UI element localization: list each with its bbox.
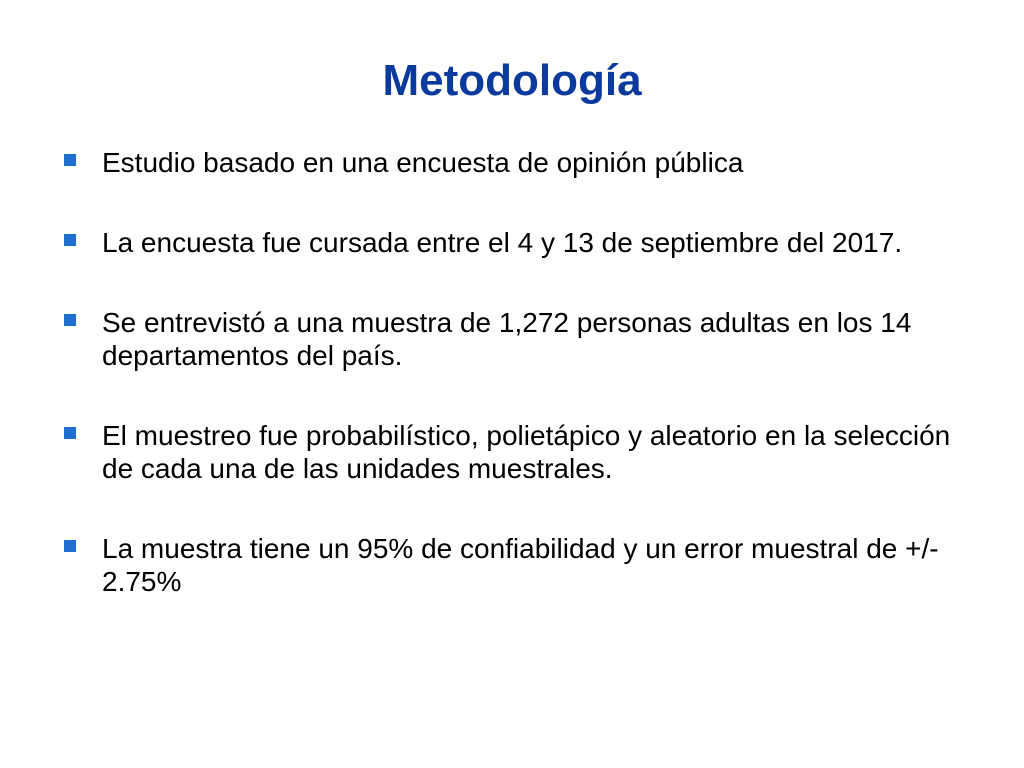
- square-bullet-icon: [64, 427, 76, 439]
- bullet-item: [60, 419, 960, 485]
- bullet-item: [60, 306, 960, 372]
- bullet-text: Se entrevistó a una muestra de 1,272 personas adultas en los 14 departamentos del país.: [102, 307, 912, 371]
- bullet-text: Estudio basado en una encuesta de opinión pública: [102, 147, 744, 178]
- square-bullet-icon: [64, 154, 76, 166]
- bullet-text: El muestreo fue probabilístico, polietápico y aleatorio en la selección de cada una de las unidades muestrales.: [102, 420, 951, 484]
- slide-title: Metodología: [382, 56, 642, 105]
- bullet-text: La encuesta fue cursada entre el 4 y 13 de septiembre del 2017.: [102, 227, 903, 258]
- square-bullet-icon: [64, 314, 76, 326]
- bullet-item: [60, 226, 960, 259]
- bullet-item: [60, 146, 960, 179]
- square-bullet-icon: [64, 540, 76, 552]
- bullet-text: La muestra tiene un 95% de confiabilidad y un error muestral de +/- 2.75%: [102, 533, 939, 597]
- square-bullet-icon: [64, 234, 76, 246]
- bullet-item: [60, 532, 960, 598]
- bullet-list: [60, 146, 960, 645]
